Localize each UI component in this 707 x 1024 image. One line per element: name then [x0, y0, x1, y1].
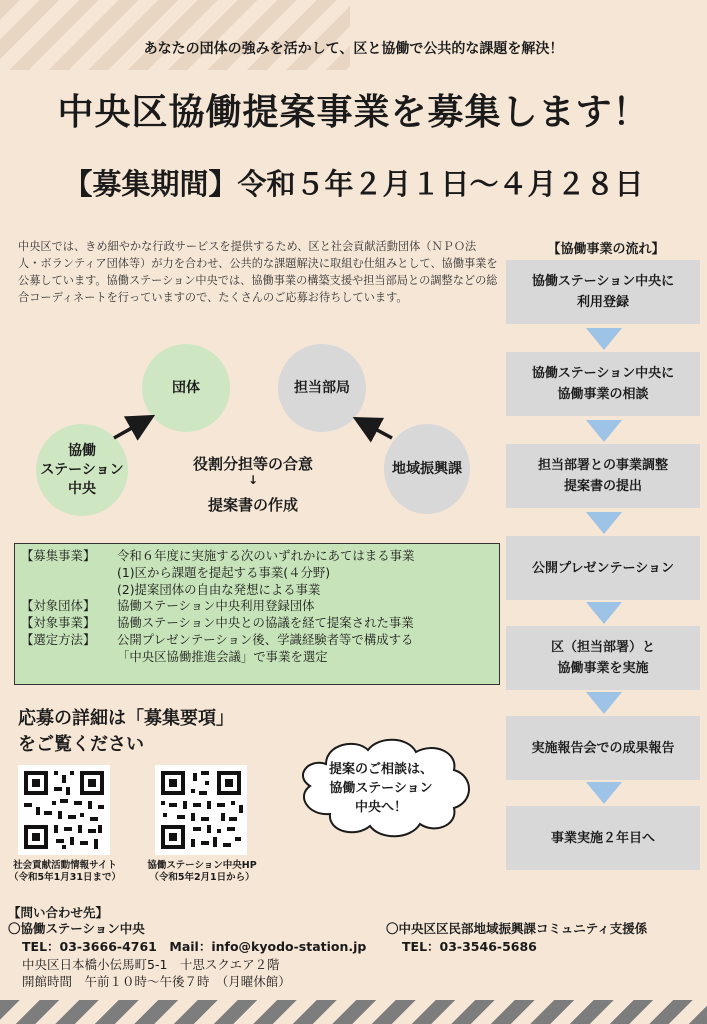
- label-project: 【募集事業】: [21, 548, 96, 563]
- flow-step-5: 区（担当部署）と 協働事業を実施: [506, 626, 700, 690]
- details-heading: 応募の詳細は「募集要項」 をご覧ください: [18, 708, 234, 755]
- flow-arrow-icon: [586, 782, 622, 804]
- dantai-label: 団体: [172, 379, 200, 396]
- qr-code-icon: [155, 765, 247, 855]
- chiiki-label: 地域振興課: [392, 460, 462, 477]
- page-title: 中央区協働提案事業を募集します！: [57, 92, 650, 133]
- flow-arrow-icon: [586, 602, 622, 624]
- intro-paragraph: 中央区では、きめ細やかな行政サービスを提供するため、区と社会貢献活動団体（ＮＰＯ法人・ボランティア団体等）が力を合わせ、公共的な課題解決に取組む仕組みとして、協働事業を公募しています。協働ステーション中央では、協働事業の構築支援や担当部局との調整などの総合コーディネートを行っていますので、たくさんのご応募お待ちしています。: [18, 240, 498, 304]
- proposal-text: 提案書の作成: [207, 496, 298, 514]
- flow-title: 【協働事業の流れ】: [547, 242, 665, 257]
- agreement-text: 役割分担等の合意: [192, 455, 313, 473]
- flow-step-2: 協働ステーション中央に 協働事業の相談: [506, 352, 700, 416]
- recruit-info-box: [14, 543, 500, 685]
- station-label: 協働 ステーション中央: [40, 442, 124, 497]
- selection-sub: 「中央区協働推進会議」で事業を選定: [117, 648, 328, 664]
- qr-code-station-hp[interactable]: [155, 765, 247, 855]
- qr-code-icon: [18, 765, 110, 855]
- flow-step-3: 担当部署との事業調整 提案書の提出: [506, 444, 700, 508]
- flow-step-1: 協働ステーション中央に 利用登録: [506, 260, 700, 324]
- qr-caption-station-hp: 協働ステーション中央HP （令和5年2月1日から）: [147, 860, 257, 883]
- tagline: あなたの団体の強みを活かして、区と協働で公共的な課題を解決！: [143, 41, 564, 57]
- flow-arrow-icon: [586, 328, 622, 350]
- flow-step-7: 事業実施２年目へ: [506, 806, 700, 870]
- contact-heading: 【問い合わせ先】: [8, 905, 109, 920]
- contact-org2: 〇中央区区民部地域振興課コミュニティ支援係: [386, 921, 648, 936]
- flow-step-4: 公開プレゼンテーション: [506, 536, 700, 600]
- contact-hours1: 開館時間 午前１０時～午後７時 （月曜休館）: [22, 974, 291, 989]
- recruitment-period: 【募集期間】令和５年２月１日～４月２８日: [63, 167, 644, 201]
- consultation-cloud: [286, 734, 476, 844]
- flow-arrow-icon: [586, 512, 622, 534]
- qr-code-info-site[interactable]: [18, 765, 110, 855]
- qr-caption-info-site: 社会貢献活動情報サイト （令和5年1月31日まで）: [9, 860, 121, 883]
- arrow-station-to-dantai: [114, 420, 146, 438]
- label-selection: 【選定方法】: [21, 631, 96, 647]
- value-selection: 公開プレゼンテーション後、学識経験者等で構成する: [117, 631, 414, 647]
- contact-address1: 中央区日本橋小伝馬町5-1 十思スクエア２階: [22, 957, 280, 972]
- label-target-group: 【対象団体】: [21, 598, 96, 614]
- value-target-project: 協働ステーション中央との協議を経て提案された事業: [117, 615, 414, 631]
- down-arrow: ↓: [247, 473, 259, 487]
- arrow-chiiki-to-tanto: [362, 422, 392, 438]
- cloud-text: 提案のご相談は、 協働ステーション 中央へ！: [328, 762, 433, 815]
- decorative-stripes-bottom: [0, 1000, 707, 1024]
- value-target-group: 協働ステーション中央利用登録団体: [117, 598, 315, 614]
- contact-tel1: TEL：03-3666-4761 Mail：info@kyodo-station.jp: [22, 939, 367, 954]
- tanto-label: 担当部局: [294, 379, 350, 396]
- contact-org1: 〇協働ステーション中央: [8, 921, 145, 936]
- value-project: 令和６年度に実施する次のいずれかにあてはまる事業: [117, 548, 415, 563]
- flow-arrow-icon: [586, 420, 622, 442]
- project-sub1: (1)区から課題を提起する事業(４分野): [117, 564, 331, 580]
- contact-tel2: TEL：03-3546-5686: [402, 939, 537, 954]
- flow-step-6: 実施報告会での成果報告: [506, 716, 700, 780]
- flow-arrow-icon: [586, 692, 622, 714]
- project-sub2: (2)提案団体の自由な発想による事業: [117, 581, 321, 597]
- label-target-project: 【対象事業】: [21, 615, 96, 631]
